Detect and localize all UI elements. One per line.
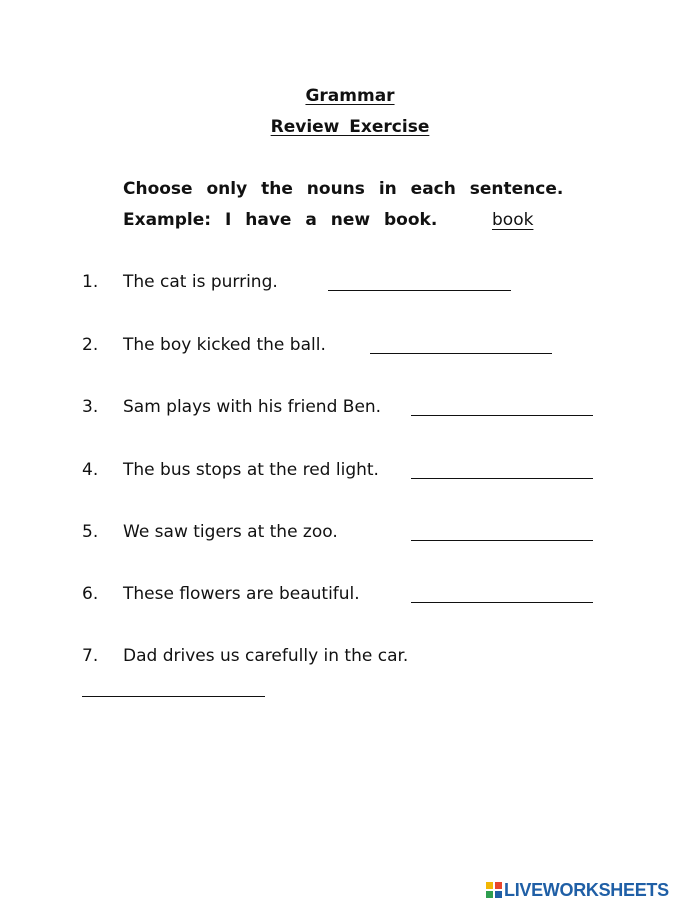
example-answer: book [492, 210, 534, 230]
item-sentence: Dad drives us carefully in the car. [123, 646, 409, 666]
item-number: 2. [82, 335, 99, 355]
item-number: 1. [82, 272, 99, 292]
item-number: 3. [82, 397, 99, 417]
instruction-text: Choose only the nouns in each sentence. [123, 179, 564, 199]
example-text: Example: I have a new book. [123, 210, 438, 230]
worksheet-subtitle: Review Exercise [270, 117, 430, 137]
liveworksheets-logo [486, 879, 669, 901]
item-number: 7. [82, 646, 99, 666]
worksheet-title: Grammar [305, 86, 395, 106]
liveworksheets-logo-icon [486, 882, 502, 898]
answer-blank[interactable] [411, 415, 593, 416]
answer-blank[interactable] [328, 290, 511, 291]
item-number: 5. [82, 522, 99, 542]
item-sentence: The boy kicked the ball. [123, 335, 326, 355]
item-sentence: Sam plays with his friend Ben. [123, 397, 382, 417]
item-sentence: The cat is purring. [123, 272, 278, 292]
answer-blank[interactable] [82, 696, 265, 697]
item-sentence: We saw tigers at the zoo. [123, 522, 338, 542]
answer-blank[interactable] [370, 353, 552, 354]
item-sentence: The bus stops at the red light. [123, 460, 379, 480]
brand-name: LIVEWORKSHEETS [504, 879, 669, 900]
answer-blank[interactable] [411, 478, 593, 479]
item-number: 6. [82, 584, 99, 604]
answer-blank[interactable] [411, 602, 593, 603]
item-number: 4. [82, 460, 99, 480]
item-sentence: These flowers are beautiful. [123, 584, 360, 604]
answer-blank[interactable] [411, 540, 593, 541]
